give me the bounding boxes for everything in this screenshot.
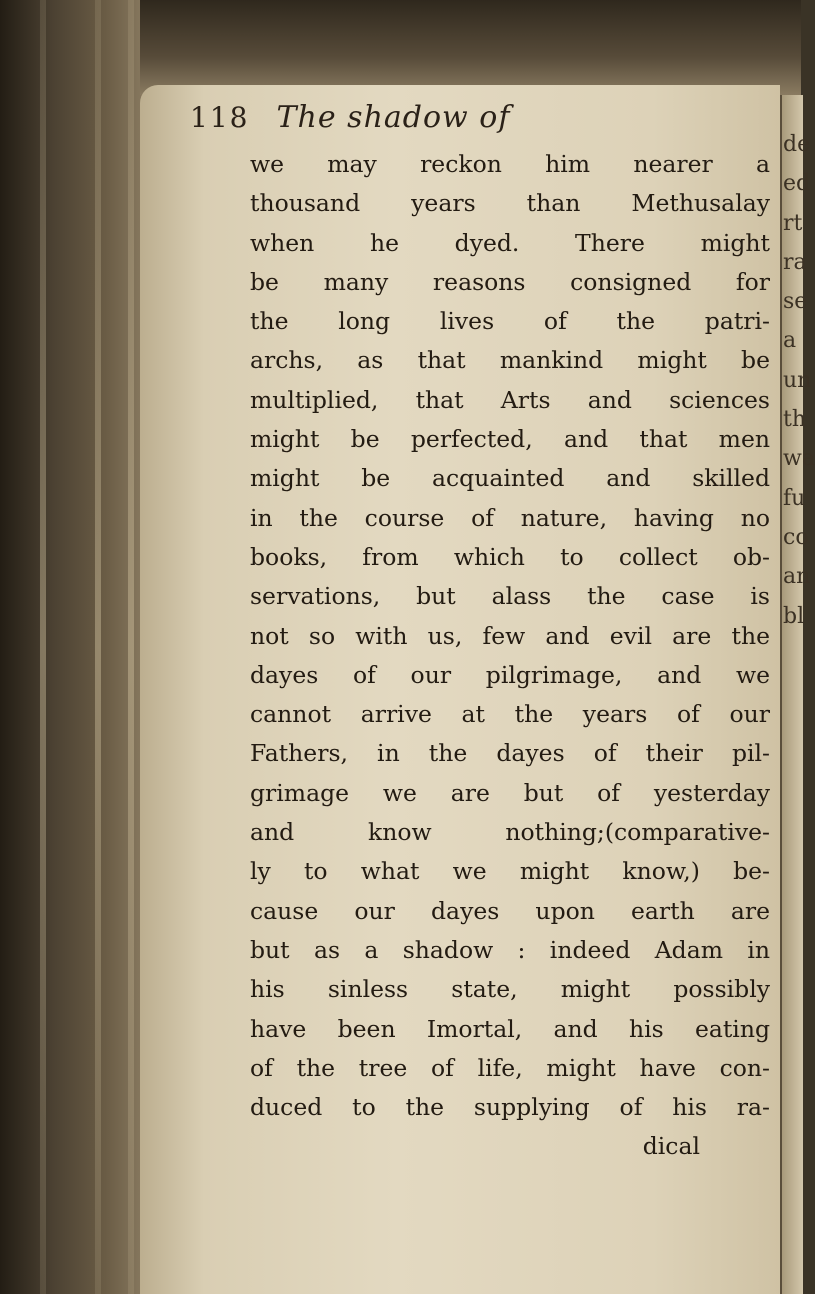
text-line: when he dyed. There might	[250, 228, 770, 257]
facing-text-fragment: ed	[783, 171, 811, 197]
text-line: grimage we are but of yesterday	[250, 778, 770, 807]
facing-text-fragment: se	[783, 289, 808, 315]
text-line: the long lives of the patri-	[250, 307, 770, 336]
gutter-streak	[40, 0, 46, 1294]
gutter-streak	[95, 0, 101, 1294]
facing-text-fragment: co	[783, 524, 809, 550]
body-text	[250, 145, 770, 1167]
text-line: of the tree of life, might have con-	[250, 1053, 770, 1082]
text-line: but as a shadow : indeed Adam in	[250, 935, 770, 964]
page-number: 118	[190, 101, 250, 134]
facing-text-fragment: rt	[783, 210, 803, 236]
text-line: his sinless state, might possibly	[250, 975, 770, 1004]
facing-text-fragment: an	[783, 564, 811, 590]
page-top-shadow	[140, 0, 801, 95]
gutter-streak	[128, 0, 134, 1294]
text-line: archs, as that mankind might be	[250, 346, 770, 375]
facing-text-fragment: ra	[783, 249, 807, 275]
facing-text-fragment: un	[783, 367, 812, 393]
text-line: Fathers, in the dayes of their pil-	[250, 739, 770, 768]
facing-text-fragment: de	[783, 132, 811, 157]
facing-text-fragment: th	[783, 407, 807, 433]
text-line: and know nothing;(comparative-	[250, 818, 770, 847]
text-line: duced to the supplying of his ra-	[250, 1093, 770, 1122]
text-line: multiplied, that Arts and sciences	[250, 385, 770, 414]
text-line: cause our dayes upon earth are	[250, 896, 770, 925]
facing-text-fragment: bl	[783, 603, 805, 629]
text-line: thousand years than Methusalay	[250, 189, 770, 218]
text-line: might be perfected, and that men	[250, 425, 770, 454]
facing-text-fragment: a	[783, 328, 797, 354]
text-line: we may reckon him nearer a	[250, 150, 770, 178]
running-title: The shadow of	[276, 100, 511, 135]
text-line: have been Imortal, and his eating	[250, 1014, 770, 1043]
facing-page-text	[783, 125, 815, 636]
text-line: dical	[642, 1132, 700, 1161]
text-line: dayes of our pilgrimage, and we	[250, 660, 770, 689]
facing-text-fragment: fu	[783, 485, 806, 511]
book-gutter	[0, 0, 150, 1294]
text-line: be many reasons consigned for	[250, 267, 770, 296]
text-line: might be acquainted and skilled	[250, 464, 770, 493]
text-line: books, from which to collect ob-	[250, 542, 770, 571]
running-head	[190, 100, 690, 144]
text-line: in the course of nature, having no	[250, 503, 770, 532]
text-line: ly to what we might know,) be-	[250, 857, 770, 886]
facing-text-fragment: wa	[783, 446, 815, 472]
text-line: cannot arrive at the years of our	[250, 700, 770, 729]
text-line: servations, but alass the case is	[250, 582, 770, 611]
text-line: not so with us, few and evil are the	[250, 621, 770, 650]
